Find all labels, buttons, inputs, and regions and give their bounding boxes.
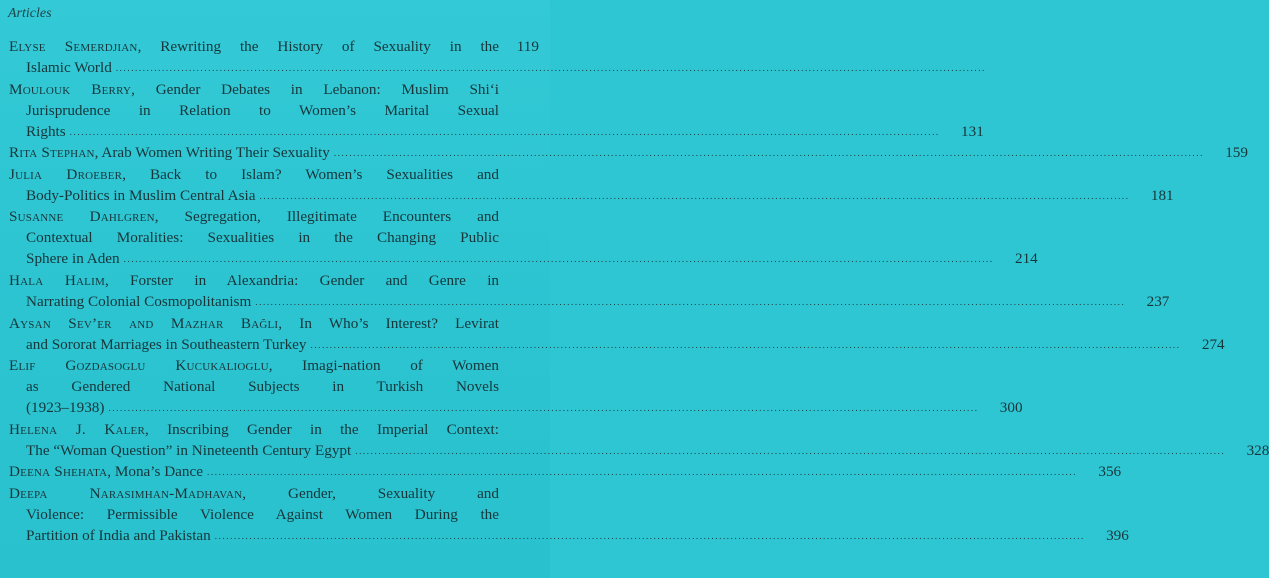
entry-title-text: Rewriting the History of Sexuality in the [160, 38, 500, 55]
toc-entry-line [9, 355, 539, 376]
entry-title-segment: Helena J. Kaler, Inscribing Gender in the Imperial Context: [9, 420, 499, 438]
entry-title-segment [26, 397, 104, 418]
toc-entry-line [9, 270, 539, 291]
entry-title-text: Contextual Moralities: Sexualities in the Changing Public [26, 229, 499, 247]
entry-author: Deena Shehata [9, 463, 108, 481]
entry-title-segment [26, 291, 251, 312]
entry-title-segment: Susanne Dahlgren, Segregation, Illegitimate Encounters and [9, 208, 500, 226]
toc-entry [9, 461, 1122, 482]
entry-title-segment [26, 121, 66, 142]
toc-entry [9, 313, 1225, 355]
dot-leader [207, 462, 1077, 483]
entry-title-segment [26, 376, 499, 397]
entry-title-segment: Hala Halim, Forster in Alexandria: Gender and Genre in [9, 271, 500, 289]
entry-title-segment [26, 334, 307, 355]
entry-title-segment: Moulouk Berry, Gender Debates in Lebanon: Muslim Shi‘i [9, 80, 500, 98]
entry-title-text: (1923–1938) [26, 399, 105, 417]
page-number: 237 [1146, 292, 1170, 310]
toc-entry [9, 36, 539, 78]
toc-entry-line [9, 397, 1023, 418]
entry-title-text: Mona’s Dance [114, 463, 204, 481]
entry-title-segment: Julia Droeber, Back to Islam? Women’s Sexualities and [9, 165, 499, 183]
toc-entry [9, 206, 1038, 269]
dot-leader [108, 398, 978, 419]
toc-entry-line [9, 483, 539, 504]
entry-author: Deepa Narasimhan-Madhavan [9, 484, 243, 502]
toc-entry [9, 270, 1170, 312]
entry-author: Hala Halim [9, 271, 105, 289]
entry-title-segment [26, 227, 499, 248]
page-number: 274 [1201, 335, 1225, 353]
entry-title-segment: Rita Stephan, Arab Women Writing Their Sexuality [9, 144, 330, 162]
toc-entry-line [9, 525, 1129, 546]
entry-title-text: and Sororat Marriages in Southeastern Turkey [26, 335, 307, 353]
toc-entry [9, 142, 1248, 163]
entry-title-text: Arab Women Writing Their Sexuality [101, 144, 330, 162]
entry-author: Elif Gozdasoglu Kucukalioglu [9, 357, 269, 375]
entry-title-segment: Deena Shehata, Mona’s Dance [9, 463, 204, 481]
toc-entry-line [9, 334, 1225, 355]
page-number: 300 [999, 399, 1023, 417]
toc-entry-line [9, 36, 539, 57]
page-number: 181 [1150, 186, 1174, 204]
page-number: 119 [516, 38, 539, 55]
dot-leader [255, 292, 1125, 313]
toc-entry-line [9, 376, 539, 397]
entry-title-text: Segregation, Illegitimate Encounters and [184, 208, 500, 226]
toc-entry-line [9, 248, 1038, 269]
page-number: 328 [1246, 441, 1269, 459]
entry-title-text: Sphere in Aden [26, 250, 120, 268]
entry-title-segment [26, 504, 499, 525]
entry-title-segment [26, 440, 351, 461]
entry-title-segment: Elyse Semerdjian, Rewriting the History of Sexuality in the [9, 38, 500, 55]
entry-title-text: Back to Islam? Women’s Sexualities and [150, 165, 499, 183]
toc-entry-line [9, 206, 539, 227]
entry-title-text: as Gendered National Subjects in Turkish Novels [26, 378, 499, 396]
toc-entry-line [9, 142, 1248, 163]
toc-entry-line [9, 121, 984, 142]
page-number: 396 [1106, 526, 1129, 544]
toc-entry-line [9, 291, 1170, 312]
dot-leader [311, 335, 1181, 356]
entry-title-segment [26, 248, 120, 269]
entry-author: Aysan Sev’er and Mazhar Bağli [9, 314, 279, 332]
toc-entry-line [9, 79, 539, 100]
entry-title-text: Body-Politics in Muslim Central Asia [26, 186, 256, 204]
page-number: 159 [1225, 144, 1248, 162]
entry-title-text: Forster in Alexandria: Gender and Genre in [130, 271, 500, 289]
entry-author: Julia Droeber [9, 165, 123, 183]
dot-leader [355, 441, 1225, 462]
toc-entry-line [9, 185, 1174, 206]
dot-leader [116, 58, 986, 79]
page-number: 356 [1098, 463, 1122, 481]
dot-leader [215, 526, 1085, 547]
entry-title-text: Imagi-nation of Women [302, 357, 500, 375]
dot-leader [334, 143, 1204, 164]
toc-entry-line [9, 313, 539, 334]
toc-entry-line [9, 440, 1269, 461]
toc-entry-line [9, 57, 539, 78]
page-number: 214 [1014, 250, 1038, 268]
entry-title-text: Jurisprudence in Relation to Women’s Marital Sexual [26, 101, 499, 119]
toc-entry [9, 419, 1269, 461]
toc-entry [9, 164, 1174, 206]
entry-title-text: Gender Debates in Lebanon: Muslim Shi‘i [155, 80, 500, 98]
entry-author: Susanne Dahlgren [9, 208, 155, 226]
entry-title-text: Rights [26, 122, 66, 140]
toc-entry-line [9, 100, 539, 121]
entry-author: Rita Stephan [9, 144, 95, 162]
entry-author: Helena J. Kaler [9, 420, 146, 438]
dot-leader [260, 186, 1130, 207]
entry-title-segment [26, 185, 256, 206]
entry-author: Moulouk Berry [9, 80, 132, 98]
toc-entry-line [9, 504, 539, 525]
entry-title-text: In Who’s Interest? Levirat [299, 314, 499, 332]
entry-title-text: Islamic World [26, 59, 112, 76]
page-number: 131 [961, 122, 984, 140]
dot-leader [124, 249, 994, 270]
entry-title-segment: Aysan Sev’er and Mazhar Bağli, In Who’s Interest? Levirat [9, 314, 499, 332]
entry-title-segment: Elif Gozdasoglu Kucukalioglu, Imagi-nation of Women [9, 357, 500, 375]
toc-entry-line [9, 461, 1122, 482]
section-heading: Articles [8, 6, 52, 21]
toc-entry [9, 483, 1129, 546]
toc-entry-line [9, 419, 539, 440]
entry-title-text: The “Woman Question” in Nineteenth Century Egypt [26, 441, 352, 459]
table-of-contents [9, 36, 1269, 547]
entry-title-text: Violence: Permissible Violence Against Women During the [26, 505, 499, 523]
toc-entry-line [9, 227, 539, 248]
entry-title-text: Narrating Colonial Cosmopolitanism [26, 292, 252, 310]
entry-title-segment: Deepa Narasimhan-Madhavan, Gender, Sexuality and [9, 484, 499, 502]
entry-title-segment [26, 525, 211, 546]
toc-entry [9, 355, 1023, 418]
toc-entry-line [9, 164, 539, 185]
entry-title-text: Inscribing Gender in the Imperial Context: [167, 420, 499, 438]
entry-author: Elyse Semerdjian [9, 38, 138, 55]
dot-leader [70, 122, 940, 143]
entry-title-text: Gender, Sexuality and [288, 484, 499, 502]
toc-entry [9, 79, 984, 142]
entry-title-segment [26, 100, 499, 121]
entry-title-segment [26, 57, 112, 78]
entry-title-text: Partition of India and Pakistan [26, 526, 211, 544]
